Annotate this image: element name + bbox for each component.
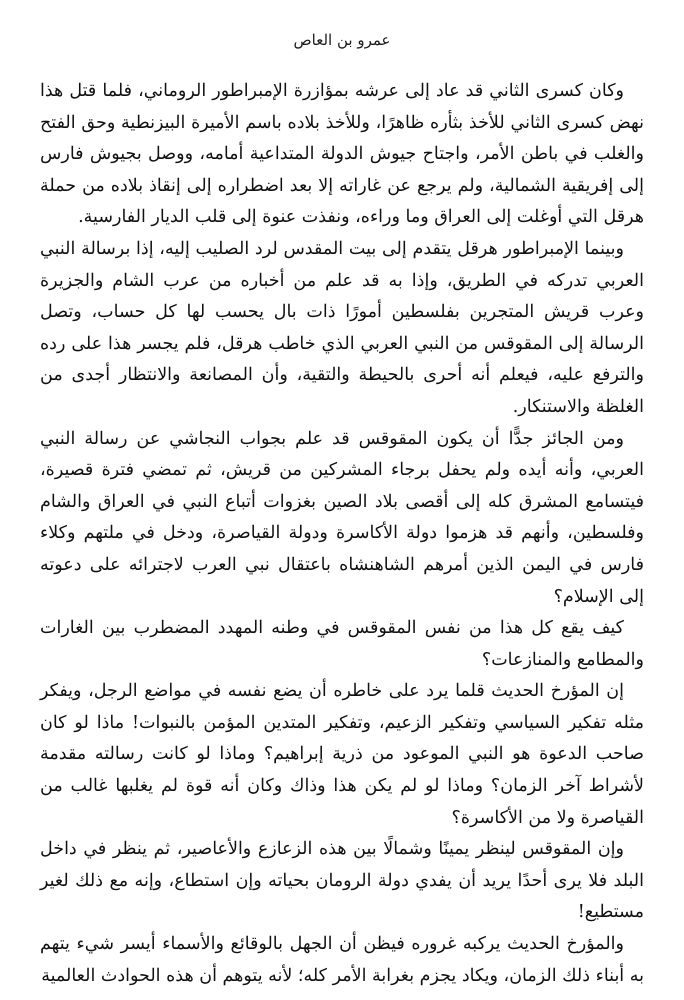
paragraph-4: كيف يقع كل هذا من نفس المقوقس في وطنه المهدد المضطرب بين الغارات والمطامع والمنازعات؟ [40,618,644,670]
paragraph-6: وإن المقوقس لينظر يمينًا وشمالًا بين هذه الزعازع والأعاصير، ثم ينظر في داخل البلد فلا يرى أحدًا يريد أن يفدي دولة الرومان بحياته وإن استطاع، وإنه مع ذلك لغير مستطيع! [40,839,644,923]
body-text [40,76,644,992]
paragraph-2: وبينما الإمبراطور هرقل يتقدم إلى بيت المقدس لرد الصليب إليه، إذا برسالة النبي العربي تدركه في الطريق، وإذا به قد علم من أخباره من عرب الشام والجزيرة وعرب قريش المتجرين بفلسطين أمورًا ذات بال يحسب لها كل حساب، وتصل الرسالة إلى المقوقس من النبي العربي الذي خاطب هرقل، فلم يجسر هذا على رده والترفع عليه، فيعلم أنه أحرى بالحيطة والتقية، وأن المصانعة والانتظار أجدى من الغلظة والاستنكار. [40,238,644,417]
paragraph-7: والمؤرخ الحديث يركبه غروره فيظن أن الجهل بالوقائع والأسماء أيسر شيء يتهم به أبناء ذلك الزمان، ويكاد يجزم بغرابة الأمر كله؛ لأنه يتوهم أن هذه الحوادث العالمية [40,934,644,986]
running-header: عمرو بن العاص [293,31,391,49]
paragraph-5: إن المؤرخ الحديث قلما يرد على خاطره أن يضع نفسه في مواضع الرجل، ويفكر مثله تفكير السياسي وتفكير الزعيم، وتفكير المتدين المؤمن بالنبوات! ماذا لو كان صاحب الدعوة هو النبي الموعود من ذرية إبراهيم؟ وماذا لو كانت رسالته مقدمة لأشراط آخر الزمان؟ وماذا لو لم يكن هذا وذاك وكان أنه قوة لم يغلبها غالب من القياصرة ولا من الأكاسرة؟ [40,681,644,828]
paragraph-3: ومن الجائز جدًّا أن يكون المقوقس قد علم بجواب النجاشي عن رسالة النبي العربي، وأنه أيده ولم يحفل برجاء المشركين من قريش، ثم تمضي فترة قصيرة، فيتسامع المشرق كله إلى أقصى بلاد الصين بغزوات أتباع النبي في العراق والشام وفلسطين، وأنهم قد هزموا دولة الأكاسرة ودولة القياصرة، ودخل في ملتهم وكلاء فارس في اليمن الذين أمرهم الشاهنشاه باعتقال نبي العرب لاجترائه على دعوته إلى الإسلام؟ [40,428,644,607]
paragraph-1: وكان كسرى الثاني قد عاد إلى عرشه بمؤازرة الإمبراطور الروماني، فلما قتل هذا نهض كسرى الثاني للأخذ بثأره ظاهرًا، وللأخذ بلاده باسم الأميرة البيزنطية وحق الفتح والغلب في باطن الأمر، واجتاح جيوش الدولة المتداعية أمامه، ووصل بجيوش فارس إلى إفريقية الشمالية، ولم يرجع عن غاراته إلا بعد اضطراره إلى إنقاذ بلاده من حملة هرقل التي أوغلت إلى العراق وما وراءه، ونفذت عنوة إلى قلب الديار الفارسية. [40,81,644,228]
